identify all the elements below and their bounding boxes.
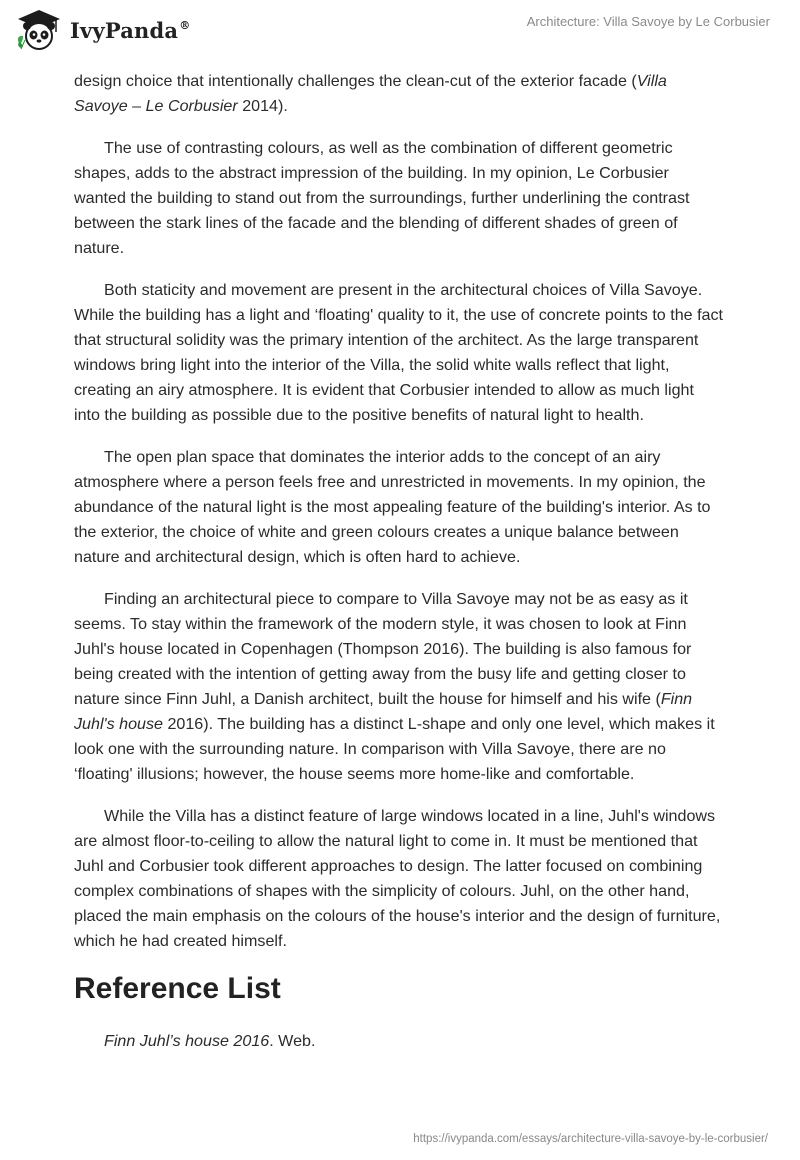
paragraph-4-text-a: Finding an architectural piece to compare to Villa Savoye may not be as easy as it seems. To stay within the framework of the modern style, it was chosen to look at Finn Juhl's house located in Copenhagen (Thompson 2016). The building is also famous for being created with the intention of getting away from the busy life and getting closer to nature since Finn Juhl, a Danish architect, built the house for himself and his wife ( xyxy=(74,590,692,708)
panda-graduate-icon xyxy=(14,8,64,52)
paragraph-2: Both staticity and movement are present in the architectural choices of Villa Savoye. While the building has a light and ‘floating' quality to it, the use of concrete points to the fact that structural solidity was the primary intention of the architect. As the large transparent windows bring light into the interior of the Villa, the solid white walls reflect that light, creating an airy atmosphere. It is evident that Corbusier intended to allow as much light into the building as possible due to the positive benefits of natural light to health. xyxy=(74,281,724,424)
paragraph-0-text-b: 2014). xyxy=(237,97,288,115)
paragraph-5: While the Villa has a distinct feature of large windows located in a line, Juhl's windows are almost floor-to-ceiling to allow the natural light to come in. It must be mentioned that Juhl and Corbusier took different approaches to design. The latter focused on combining complex combinations of shapes with the simplicity of colours. Juhl, on the other hand, placed the main emphasis on the colours of the house's interior and the design of furniture, which he had created himself. xyxy=(74,807,721,950)
brand-text: IvyPanda xyxy=(70,17,179,43)
reference-list-heading: Reference List xyxy=(74,972,281,1005)
document-title: Architecture: Villa Savoye by Le Corbusier xyxy=(526,14,770,29)
reference-suffix: . Web. xyxy=(269,1032,316,1050)
reference-item xyxy=(74,1029,724,1054)
paragraph-1: The use of contrasting colours, as well as the combination of different geometric shapes, adds to the abstract impression of the building. In my opinion, Le Corbusier wanted the building to stand out from the surroundings, further underlining the contrast between the stark lines of the facade and the blending of different shades of green of nature. xyxy=(74,139,690,257)
paragraph-4 xyxy=(74,587,724,787)
paragraph-0-text-a: design choice that intentionally challenges the clean-cut of the exterior facade ( xyxy=(74,72,637,90)
paragraph-3: The open plan space that dominates the interior adds to the concept of an airy atmosphere where a person feels free and unrestricted in movements. In my opinion, the abundance of the natural light is the most appealing feature of the building's interior. As to the exterior, the choice of white and green colours creates a unique balance between nature and architectural design, which is often hard to achieve. xyxy=(74,448,711,566)
essay-content xyxy=(74,69,724,1071)
registered-mark: ® xyxy=(179,18,191,32)
reference-title: Finn Juhl’s house 2016 xyxy=(104,1032,270,1050)
reference-list xyxy=(74,1029,724,1054)
citation-finn-juhl: Finn Juhl's house xyxy=(74,690,693,733)
paragraph-4-text-b: 2016). The building has a distinct L-shape and only one level, which makes it look one with the surrounding nature. In comparison with Villa Savoye, there are no ‘floating' illusions; however, the house seems more home-like and comfortable. xyxy=(74,715,715,783)
brand-name xyxy=(70,18,190,43)
paragraph-0 xyxy=(74,69,724,119)
citation-villa-savoye: Villa Savoye – Le Corbusier xyxy=(74,72,667,115)
ivypanda-logo[interactable] xyxy=(14,8,190,52)
source-url[interactable]: https://ivypanda.com/essays/architecture-villa-savoye-by-le-corbusier/ xyxy=(413,1133,768,1145)
page-header xyxy=(0,0,800,62)
